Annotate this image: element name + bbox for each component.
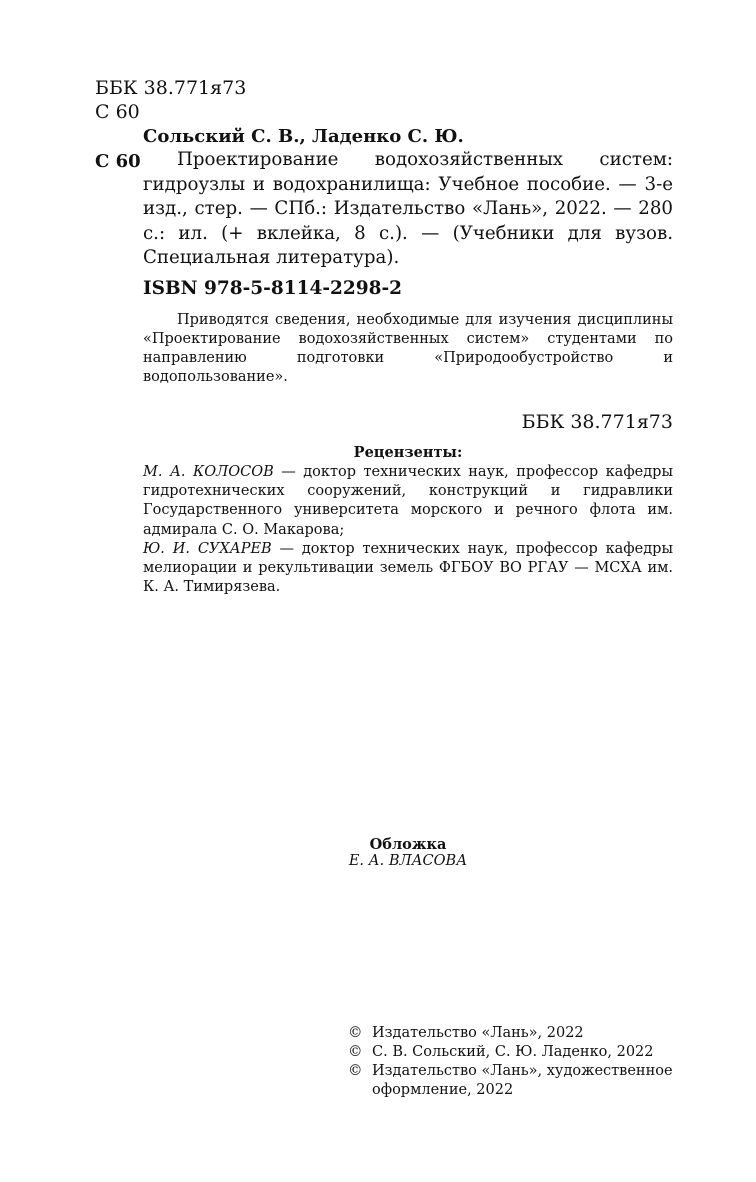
copyright-symbol: © [348,1063,363,1079]
reviewers-list [143,463,673,597]
reviewer-name: Ю. И. СУХАРЕВ [143,540,272,557]
authors-line: Сольский С. В., Ладенко С. Ю. [143,126,464,147]
cover-designer: Е. А. ВЛАСОВА [348,853,468,869]
reviewer-name: М. А. КОЛОСОВ [143,464,274,480]
author-code-bold: С 60 [95,151,141,172]
author-code-top: С 60 [95,101,140,123]
reviewer-description: — доктор технических наук, профессор кафедры гидротехнических сооружений, конструкций и гидравлики Государственного университета морского и речного флота им. адмирала С. О. Макарова; [143,464,673,538]
copyright-line [348,1043,708,1062]
copyright-symbol: © [348,1044,363,1060]
reviewer-description: — доктор технических наук, профессор кафедры мелиорации и рекультивации земель ФГБОУ ВО РГАУ — МСХА им. К. А. Тимирязева. [143,540,673,596]
copyright-text: Издательство «Лань», художественное оформление, 2022 [372,1063,673,1098]
reviewer-entry [143,540,673,598]
bbk-index-right: ББК 38.771я73 [521,411,673,433]
reviewer-entry [143,463,673,540]
copyright-text: С. В. Сольский, С. Ю. Ладенко, 2022 [372,1044,654,1060]
copyright-line [348,1062,708,1100]
cover-label: Обложка [369,836,447,853]
copyright-symbol: © [348,1025,363,1041]
annotation: Приводятся сведения, необходимые для изучения дисциплины «Проектирование водохозяйственных систем» студентами по направлению подготовки «Природообустройство и водопользование». [143,312,673,385]
copyright-block [348,1024,708,1100]
bbk-index-top: ББК 38.771я73 [95,77,247,99]
reviewers-heading: Рецензенты: [353,444,463,461]
isbn: ISBN 978-5-8114-2298-2 [143,278,403,299]
copyright-text: Издательство «Лань», 2022 [372,1025,584,1041]
copyright-line [348,1024,708,1043]
bibliographic-description: Проектирование водохозяйственных систем: гидроузлы и водохранилища: Учебное пособие. — 3-е изд., стер. — СПб.: Издательство «Лань», 2022. — 280 с.: ил. (+ вклейка, 8 с.). — (Учебники для вузов. Специальная литература). [143,149,673,269]
